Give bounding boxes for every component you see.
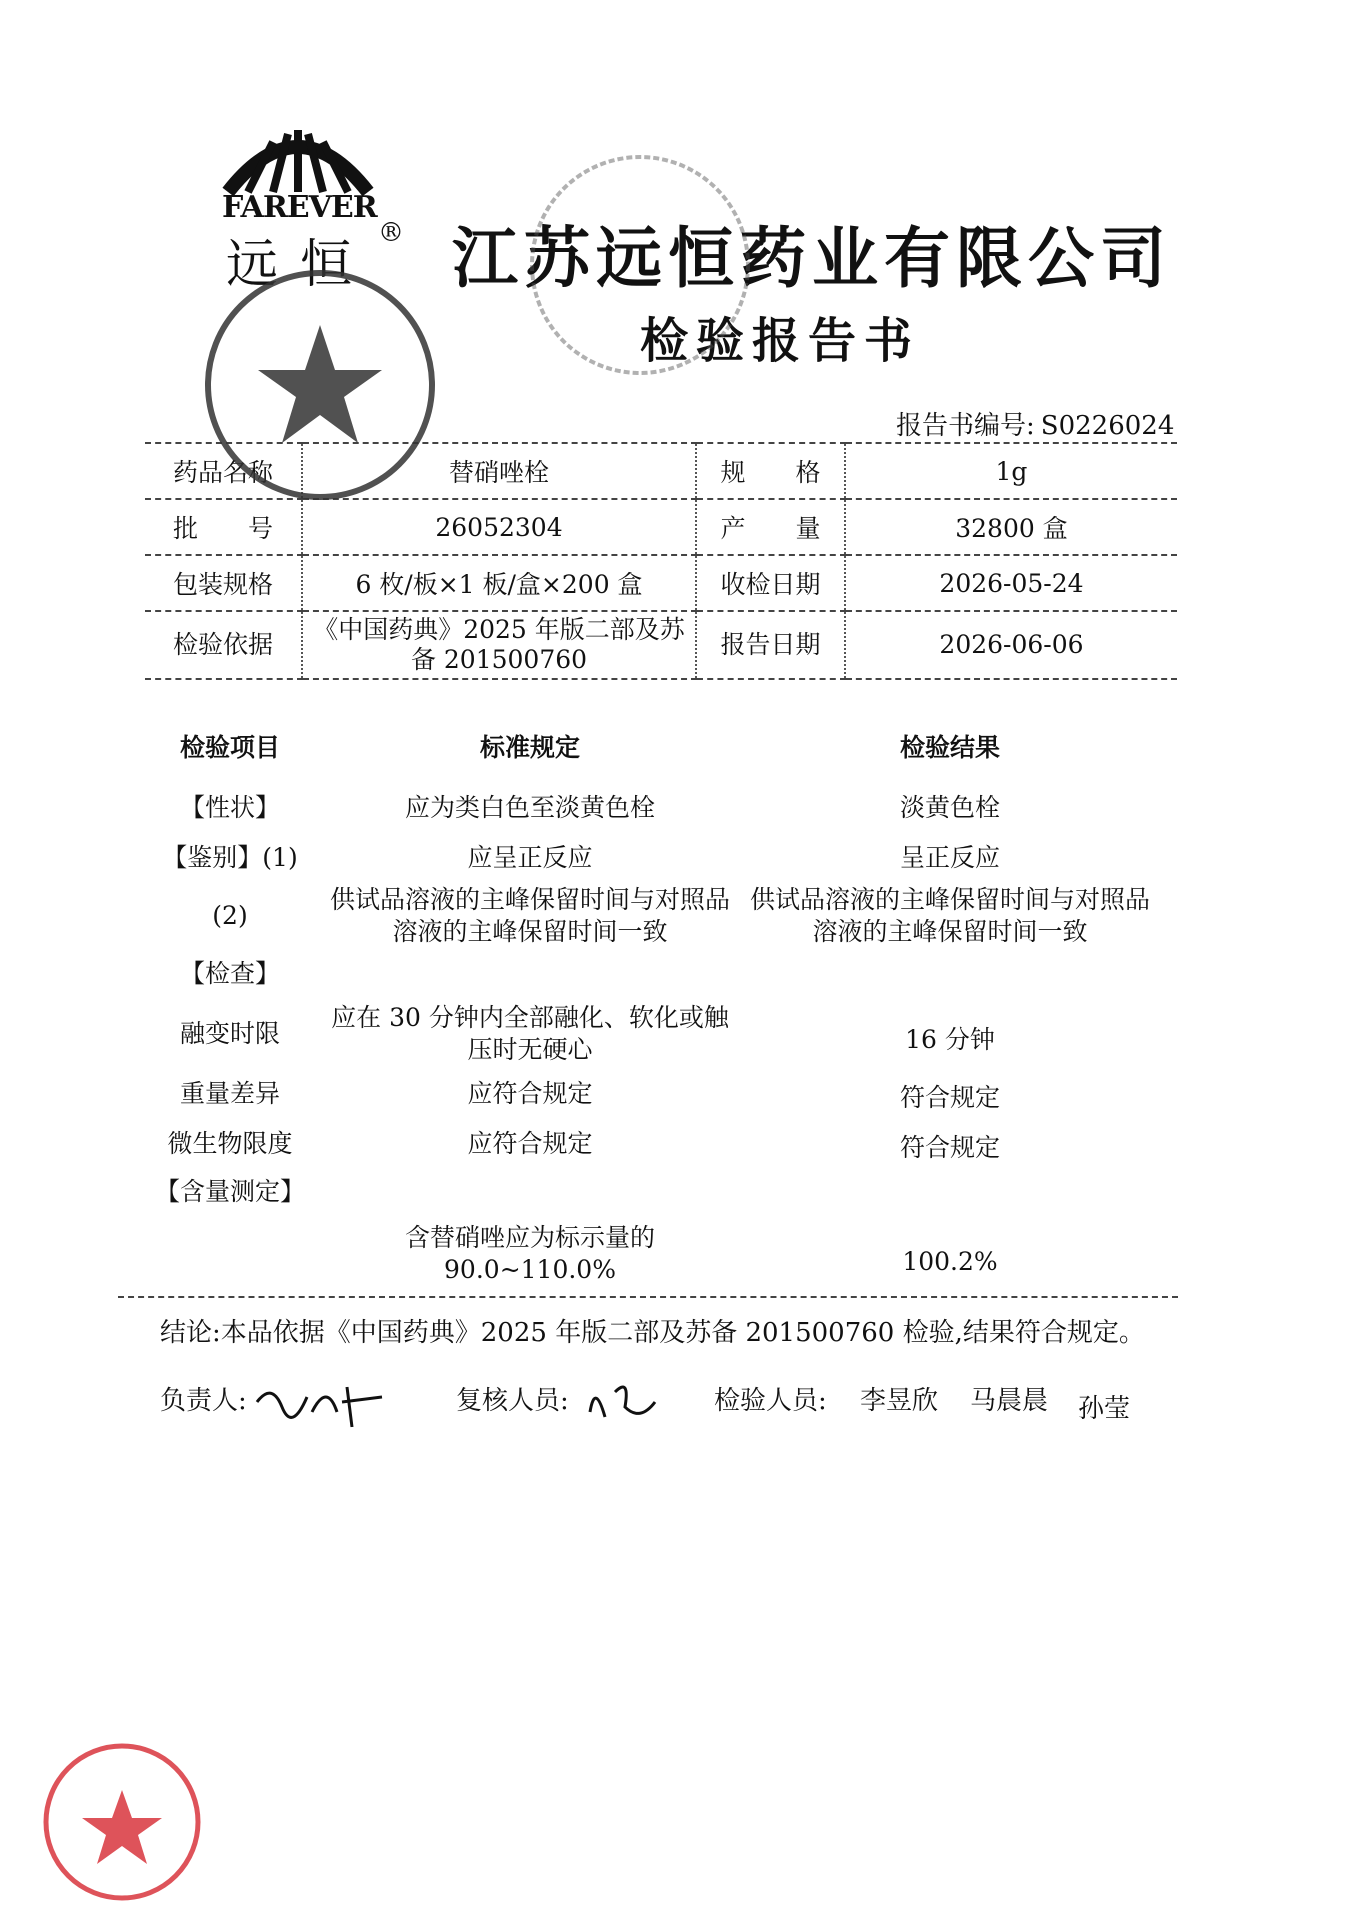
header-item: 检验项目: [179, 733, 280, 762]
info-row: [145, 611, 1177, 679]
header-standard: 标准规定: [479, 733, 580, 762]
result-standard: 应符合规定: [467, 1079, 593, 1108]
responsible-label: 负责人:: [160, 1386, 247, 1416]
info-value: 6 枚/板×1 板/盒×200 盒: [302, 555, 696, 611]
result-standard: 应为类白色至淡黄色栓: [404, 793, 655, 822]
result-value: 呈正反应: [899, 843, 1000, 872]
info-value: 2026-05-24: [845, 555, 1177, 611]
result-item: (2): [212, 901, 248, 930]
responsible-signature-icon: [252, 1372, 392, 1432]
result-value: 供试品溶液的主峰保留时间与对照品溶液的主峰保留时间一致: [749, 885, 1150, 946]
result-item: 微生物限度: [167, 1129, 293, 1158]
distributor-quality-stamp-icon: [40, 1740, 205, 1905]
reviewer-signature-icon: [585, 1372, 665, 1432]
company-stamp-light-icon: [525, 150, 755, 380]
info-label: 检验依据: [145, 611, 302, 679]
report-number-label: 报告书编号:: [896, 411, 1035, 441]
result-value: 16 分钟: [905, 1025, 995, 1054]
result-item: 重量差异: [179, 1079, 280, 1108]
info-row: [145, 499, 1177, 555]
result-standard: 含替硝唑应为标示量的 90.0~110.0%: [404, 1223, 655, 1284]
info-value: 替硝唑栓: [302, 443, 696, 499]
report-number: [890, 405, 1174, 442]
result-standard: 应在 30 分钟内全部融化、软化或触压时无硬心: [331, 1003, 729, 1064]
inspector-name: 李昱欣: [860, 1386, 939, 1416]
result-item: 【性状】: [179, 793, 280, 822]
info-label: 规 格: [696, 443, 845, 499]
result-standard: 供试品溶液的主峰保留时间与对照品溶液的主峰保留时间一致: [330, 885, 731, 946]
info-label: 批 号: [145, 499, 302, 555]
info-label: 药品名称: [145, 443, 302, 499]
result-value: 100.2%: [902, 1247, 998, 1276]
result-item: 【鉴别】(1): [162, 843, 298, 872]
logo-cn-text: 远恒: [226, 235, 375, 295]
info-label: 收检日期: [696, 555, 845, 611]
document-title: 检验报告书: [640, 313, 921, 369]
conclusion-text: 结论:本品依据《中国药典》2025 年版二部及苏备 201500760 检验,结果符合规定。: [160, 1318, 1145, 1348]
info-label: 产 量: [696, 499, 845, 555]
result-item: 【含量测定】: [154, 1177, 305, 1206]
result-value: 符合规定: [899, 1133, 1000, 1162]
info-label: 包装规格: [145, 555, 302, 611]
header-result: 检验结果: [899, 733, 1000, 762]
info-value: 1g: [845, 443, 1177, 499]
inspector-name: 孙莹: [1078, 1394, 1131, 1424]
company-inspection-stamp-icon: [200, 265, 440, 505]
result-standard: 应符合规定: [467, 1129, 593, 1158]
info-value: 2026-06-06: [845, 611, 1177, 679]
inspector-name: 马晨晨: [970, 1386, 1049, 1416]
inspector-label: 检验人员:: [714, 1386, 827, 1416]
reviewer-label: 复核人员:: [456, 1386, 569, 1416]
info-value: 32800 盒: [845, 499, 1177, 555]
result-value: 符合规定: [899, 1083, 1000, 1112]
result-standard: 应呈正反应: [467, 843, 593, 872]
company-name: 江苏远恒药业有限公司: [452, 219, 1172, 297]
report-number-value: S0226024: [1040, 411, 1175, 441]
info-row: [145, 555, 1177, 611]
logo-en-text: FAREVER: [222, 190, 377, 225]
info-label: 报告日期: [696, 611, 845, 679]
registered-mark: ®: [378, 218, 404, 248]
info-value: 26052304: [302, 499, 696, 555]
info-value: 《中国药典》2025 年版二部及苏备 201500760: [302, 611, 696, 679]
result-value: 淡黄色栓: [899, 793, 1000, 822]
result-item: 融变时限: [179, 1019, 280, 1048]
divider: [118, 1296, 1178, 1298]
result-item: 【检查】: [179, 959, 280, 988]
